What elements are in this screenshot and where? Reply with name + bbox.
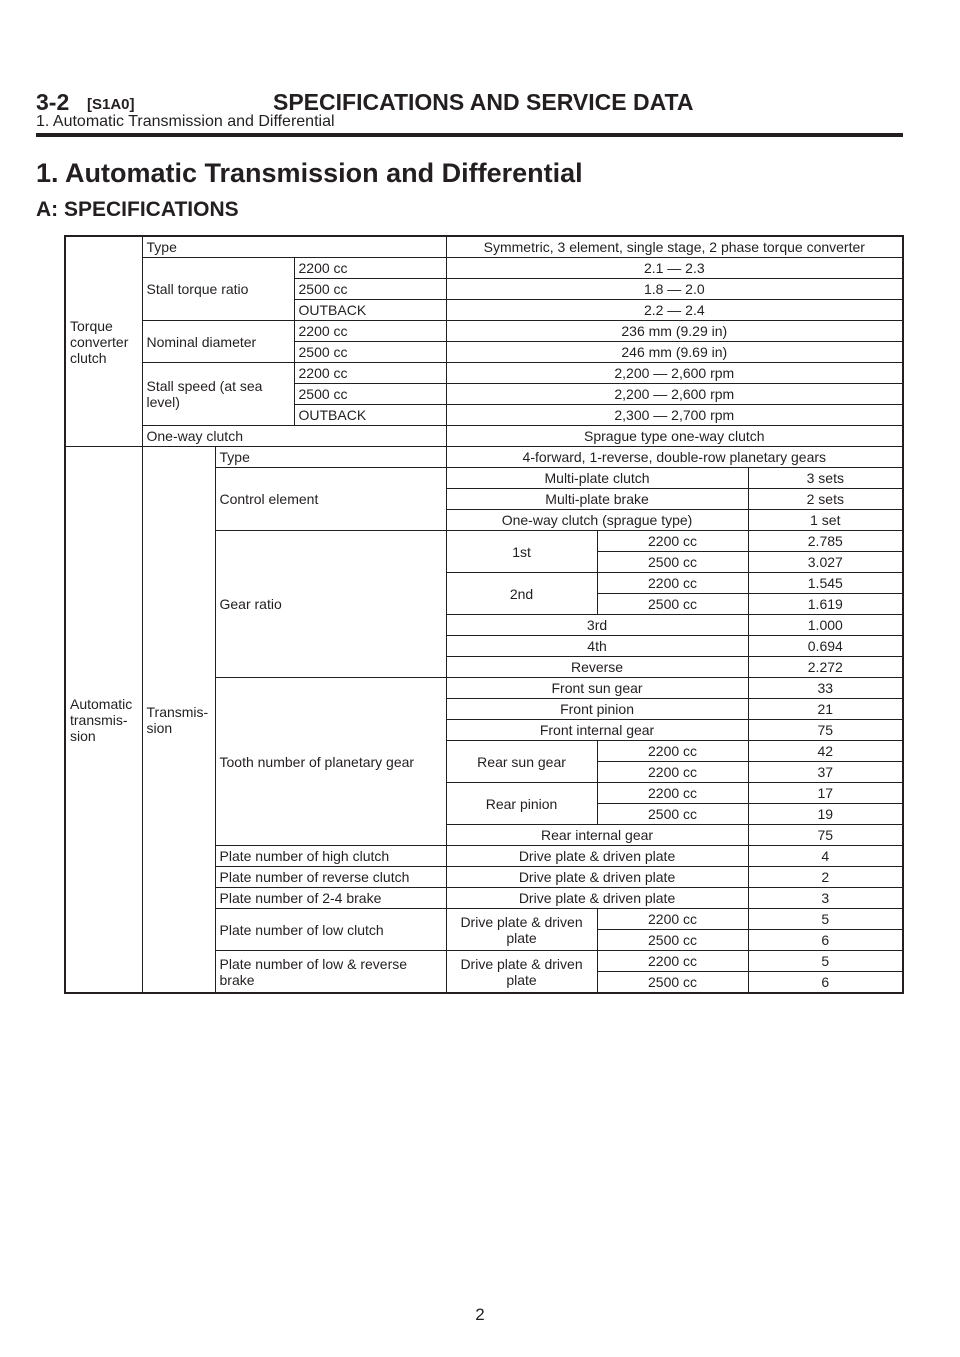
variant-cell: 2500 cc (294, 384, 446, 405)
table-row (65, 236, 903, 258)
value-cell: 75 (748, 825, 903, 846)
section-title: SPECIFICATIONS AND SERVICE DATA (273, 89, 694, 115)
item-cell: Multi-plate brake (446, 489, 748, 510)
value-cell: 5 (748, 951, 903, 972)
specifications-table (64, 235, 904, 994)
gear-4th-label: 4th (446, 636, 748, 657)
variant-cell: 2200 cc (597, 909, 748, 930)
variant-cell: 2200 cc (597, 573, 748, 594)
item-cell: Rear internal gear (446, 825, 748, 846)
value-cell: 2 sets (748, 489, 903, 510)
item-cell: Drive plate & driven plate (446, 888, 748, 909)
control-element-label: Control element (215, 468, 446, 531)
value-cell: 2.1 — 2.3 (446, 258, 903, 279)
variant-cell: 2500 cc (597, 930, 748, 951)
value-cell: 42 (748, 741, 903, 762)
variant-cell: 2200 cc (597, 741, 748, 762)
value-cell: 2,300 — 2,700 rpm (446, 405, 903, 426)
variant-cell: OUTBACK (294, 405, 446, 426)
item-cell: Drive plate & driven plate (446, 867, 748, 888)
header-rule (36, 133, 903, 137)
brake-2-4-label: Plate number of 2-4 brake (215, 888, 446, 909)
item-cell: Drive plate & driven plate (446, 846, 748, 867)
table-row (65, 363, 903, 384)
variant-cell: 2200 cc (597, 762, 748, 783)
low-clutch-label: Plate number of low clutch (215, 909, 446, 951)
value-cell: 75 (748, 720, 903, 741)
variant-cell: 2500 cc (597, 594, 748, 615)
gear-reverse-label: Reverse (446, 657, 748, 678)
item-cell: One-way clutch (sprague type) (446, 510, 748, 531)
value-cell: 3.027 (748, 552, 903, 573)
item-cell: Front internal gear (446, 720, 748, 741)
reverse-clutch-label: Plate number of reverse clutch (215, 867, 446, 888)
variant-cell: 2200 cc (294, 363, 446, 384)
value-cell: 3 (748, 888, 903, 909)
item-cell: Drive plate & driven plate (446, 909, 597, 951)
at-type-label: Type (215, 447, 446, 468)
nominal-diameter-label: Nominal diameter (142, 321, 294, 363)
item-cell: Multi-plate clutch (446, 468, 748, 489)
value-cell: 33 (748, 678, 903, 699)
value-cell: 1.545 (748, 573, 903, 594)
variant-cell: 2500 cc (597, 552, 748, 573)
item-cell: Front sun gear (446, 678, 748, 699)
variant-cell: 2200 cc (597, 951, 748, 972)
value-cell: 2,200 — 2,600 rpm (446, 384, 903, 405)
rear-pinion-label: Rear pinion (446, 783, 597, 825)
table-row (65, 321, 903, 342)
value-cell: 2.2 — 2.4 (446, 300, 903, 321)
tooth-number-label: Tooth number of planetary gear (215, 678, 446, 846)
value-cell: 2,200 — 2,600 rpm (446, 363, 903, 384)
value-cell: 6 (748, 930, 903, 951)
transmission-label: Transmis- sion (142, 447, 215, 994)
tc-type-value: Symmetric, 3 element, single stage, 2 phase torque converter (446, 236, 903, 258)
rear-sun-gear-label: Rear sun gear (446, 741, 597, 783)
stall-speed-label: Stall speed (at sea level) (142, 363, 294, 426)
one-way-clutch-label: One-way clutch (142, 426, 446, 447)
gear-3rd-label: 3rd (446, 615, 748, 636)
high-clutch-label: Plate number of high clutch (215, 846, 446, 867)
value-cell: 236 mm (9.29 in) (446, 321, 903, 342)
item-cell: Drive plate & driven plate (446, 951, 597, 994)
variant-cell: 2200 cc (294, 258, 446, 279)
variant-cell: 2200 cc (597, 783, 748, 804)
value-cell: 1.8 — 2.0 (446, 279, 903, 300)
value-cell: 1 set (748, 510, 903, 531)
gear-1st-label: 1st (446, 531, 597, 573)
value-cell: 19 (748, 804, 903, 825)
section-heading: A: SPECIFICATIONS (36, 198, 239, 221)
variant-cell: 2200 cc (597, 531, 748, 552)
value-cell: 2.272 (748, 657, 903, 678)
value-cell: 0.694 (748, 636, 903, 657)
value-cell: 1.619 (748, 594, 903, 615)
value-cell: 4 (748, 846, 903, 867)
variant-cell: 2500 cc (597, 804, 748, 825)
automatic-transmission-label: Automatic transmis- sion (65, 447, 142, 994)
variant-cell: 2500 cc (597, 972, 748, 994)
value-cell: 2 (748, 867, 903, 888)
page-title: 1. Automatic Transmission and Differential (36, 158, 583, 188)
value-cell: 3 sets (748, 468, 903, 489)
section-code: [S1A0] (87, 96, 135, 113)
value-cell: 37 (748, 762, 903, 783)
table-row (65, 447, 903, 468)
value-cell: 5 (748, 909, 903, 930)
variant-cell: 2200 cc (294, 321, 446, 342)
torque-converter-label: Torque converter clutch (65, 236, 142, 447)
table-row (65, 258, 903, 279)
variant-cell: 2500 cc (294, 279, 446, 300)
value-cell: 2.785 (748, 531, 903, 552)
gear-2nd-label: 2nd (446, 573, 597, 615)
section-subtitle: 1. Automatic Transmission and Differential (36, 113, 335, 130)
stall-torque-ratio-label: Stall torque ratio (142, 258, 294, 321)
low-reverse-brake-label: Plate number of low & reverse brake (215, 951, 446, 994)
value-cell: 17 (748, 783, 903, 804)
item-cell: Front pinion (446, 699, 748, 720)
value-cell: 21 (748, 699, 903, 720)
variant-cell: 2500 cc (294, 342, 446, 363)
value-cell: 6 (748, 972, 903, 994)
value-cell: 246 mm (9.69 in) (446, 342, 903, 363)
table-row (65, 426, 903, 447)
page-number: 2 (475, 1305, 485, 1324)
variant-cell: OUTBACK (294, 300, 446, 321)
tc-type-label: Type (142, 236, 446, 258)
value-cell: 1.000 (748, 615, 903, 636)
at-type-value: 4-forward, 1-reverse, double-row planetary gears (446, 447, 903, 468)
section-number: 3-2 (36, 89, 70, 115)
one-way-clutch-value: Sprague type one-way clutch (446, 426, 903, 447)
gear-ratio-label: Gear ratio (215, 531, 446, 678)
